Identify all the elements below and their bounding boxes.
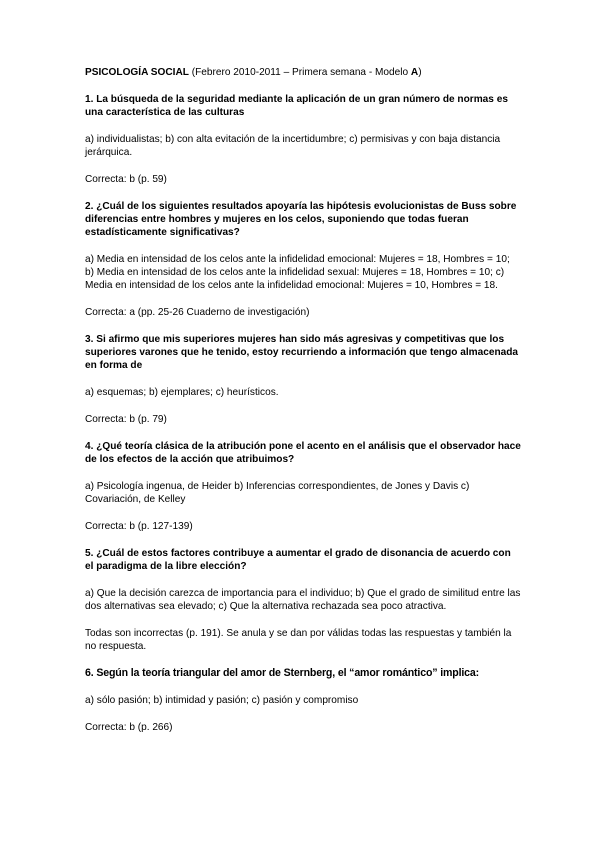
title-close: ) bbox=[418, 67, 422, 78]
options-5: a) Que la decisión carezca de importancia para el individuo; b) Que el grado de similitud entre las dos alternativas sea elevado; c) Que la alternativa rechazada sea poco atractiva. bbox=[85, 588, 521, 612]
question-6: 6. Según la teoría triangular del amor de Sternberg, el “amor romántico” implica: bbox=[85, 667, 480, 679]
answer-4: Correcta: b (p. 127-139) bbox=[85, 521, 193, 532]
title-details: (Febrero 2010-2011 – Primera semana - Modelo bbox=[188, 67, 411, 78]
answer-2: Correcta: a (pp. 25-26 Cuaderno de investigación) bbox=[85, 307, 310, 318]
options-4: a) Psicología ingenua, de Heider b) Inferencias correspondientes, de Jones y Davis c) Covariación, de Kelley bbox=[85, 481, 470, 505]
question-4: 4. ¿Qué teoría clásica de la atribución pone el acento en el análisis que el observador hace de los efectos de la acción que atribuimos? bbox=[85, 441, 521, 465]
answer-3: Correcta: b (p. 79) bbox=[85, 414, 167, 425]
answer-5: Todas son incorrectas (p. 191). Se anula y se dan por válidas todas las respuestas y también la no respuesta. bbox=[85, 628, 512, 652]
options-2: a) Media en intensidad de los celos ante la infidelidad emocional: Mujeres = 18, Hombres = 10; b) Media en intensidad de los celos ante la infidelidad sexual: Mujeres = 18, Hombres = 10; c) Media en intensidad de los celos ante la infidelidad emocional: Mujeres = 10, Hombres = 18. bbox=[85, 254, 510, 291]
options-3: a) esquemas; b) ejemplares; c) heurísticos. bbox=[85, 387, 279, 398]
question-3: 3. Si afirmo que mis superiores mujeres han sido más agresivas y competitivas que los superiores varones que he tenido, estoy recurriendo a información que tengo almacenada en forma de bbox=[85, 334, 519, 371]
answer-1: Correcta: b (p. 59) bbox=[85, 174, 167, 185]
document-content bbox=[85, 66, 521, 748]
options-6: a) sólo pasión; b) intimidad y pasión; c) pasión y compromiso bbox=[85, 695, 359, 706]
question-5: 5. ¿Cuál de estos factores contribuye a aumentar el grado de disonancia de acuerdo con el paradigma de la libre elección? bbox=[85, 548, 511, 572]
question-1: 1. La búsqueda de la seguridad mediante la aplicación de un gran número de normas es una característica de las culturas bbox=[85, 94, 508, 118]
options-1: a) individualistas; b) con alta evitación de la incertidumbre; c) permisivas y con baja distancia jerárquica. bbox=[85, 134, 501, 158]
answer-6: Correcta: b (p. 266) bbox=[85, 722, 173, 733]
title-model-letter: A bbox=[410, 67, 419, 78]
question-2: 2. ¿Cuál de los siguientes resultados apoyaría las hipótesis evolucionistas de Buss sobre diferencias entre hombres y mujeres en los celos, suponiendo que todas fueran estadísticamente significativas? bbox=[85, 201, 517, 238]
title-subject: PSICOLOGÍA SOCIAL bbox=[85, 67, 189, 78]
document-title bbox=[85, 66, 521, 79]
